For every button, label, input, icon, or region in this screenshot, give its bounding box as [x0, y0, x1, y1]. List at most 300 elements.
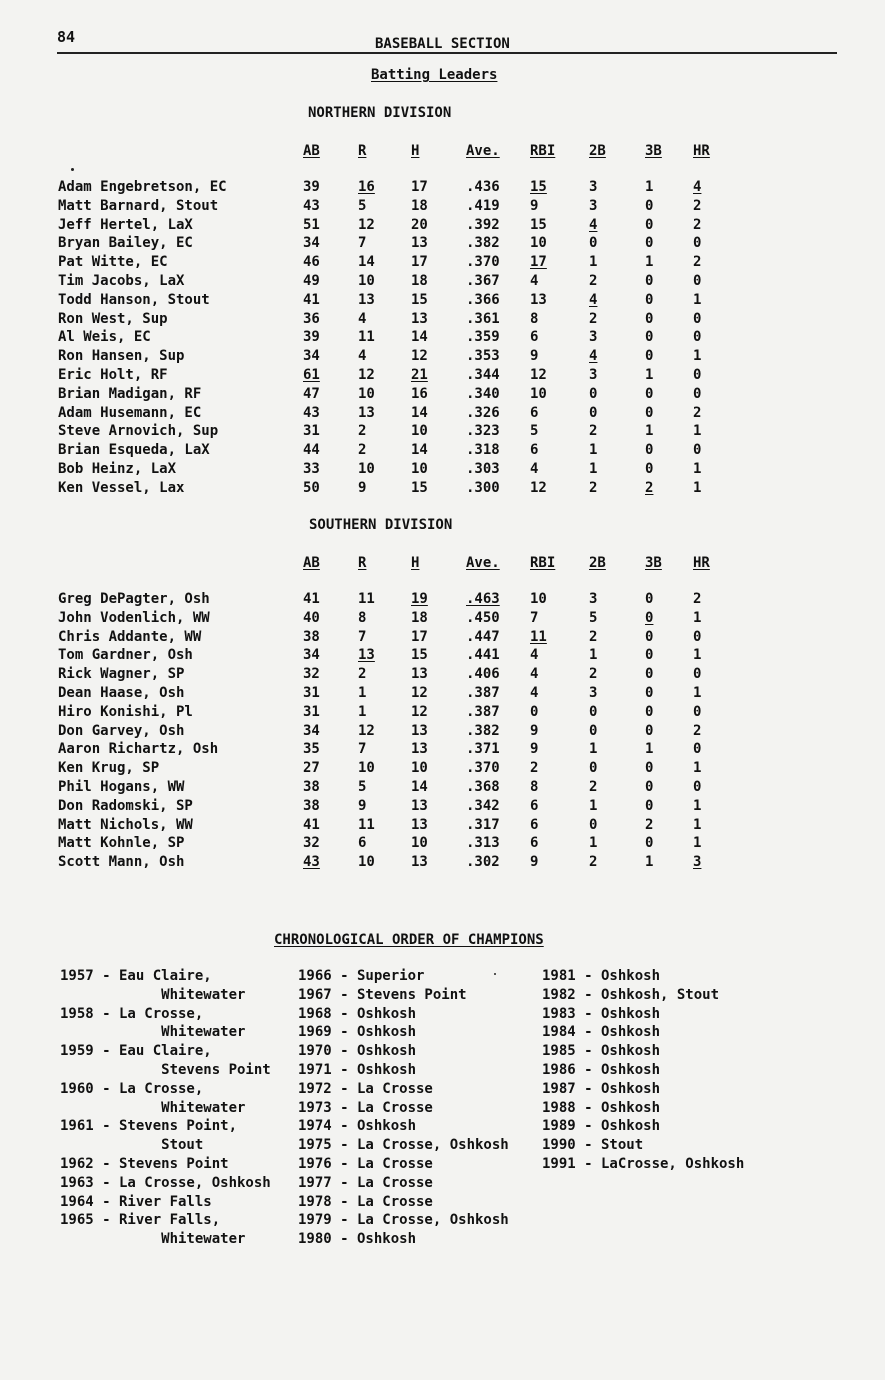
champion-entry: 1972 - La Crosse [298, 1080, 433, 1097]
stat-cell: 10 [411, 423, 428, 440]
stat-cell: 1 [645, 254, 654, 271]
stat-cell: 2 [358, 666, 367, 683]
stat-cell: 41 [303, 291, 320, 308]
stat-cell: 17 [530, 254, 547, 271]
section-title: BASEBALL SECTION [375, 36, 510, 52]
stat-cell: 2 [693, 216, 702, 233]
stat-cell: 1 [358, 703, 367, 720]
stat-cell: 16 [411, 385, 428, 402]
stat-cell: 0 [693, 779, 702, 795]
stat-cell: 0 [645, 703, 654, 720]
stat-cell: 2 [589, 628, 598, 645]
stat-cell: .392 [466, 216, 500, 233]
stat-cell: 2 [693, 722, 702, 739]
champion-entry: 1963 - La Crosse, Oshkosh [60, 1174, 271, 1191]
stat-cell: 6 [530, 797, 539, 814]
champion-entry: 1961 - Stevens Point, [60, 1118, 238, 1135]
stat-cell: 1 [589, 442, 598, 459]
stat-cell: 15 [411, 479, 428, 496]
stat-cell: 2 [358, 442, 367, 459]
stat-cell: 6 [530, 329, 539, 346]
stat-cell: 2 [645, 816, 654, 833]
stat-cell: 4 [693, 179, 702, 195]
column-header-2b: 2B [589, 555, 606, 571]
stat-cell: 14 [358, 254, 375, 271]
champions-title: CHRONOLOGICAL ORDER OF CHAMPIONS [274, 932, 544, 948]
stat-cell: 0 [693, 741, 702, 758]
stat-cell: 1 [693, 816, 702, 833]
stat-cell: 10 [530, 235, 547, 252]
stat-cell: .302 [466, 854, 500, 871]
champion-entry: 1973 - La Crosse [298, 1099, 433, 1116]
champion-entry: 1962 - Stevens Point [60, 1156, 229, 1172]
champion-entry: 1974 - Oshkosh [298, 1118, 417, 1135]
table-row [0, 760, 885, 778]
table-row [0, 835, 885, 853]
table-row [0, 198, 885, 216]
stat-cell: 10 [530, 591, 547, 607]
champion-entry: 1984 - Oshkosh [542, 1024, 661, 1041]
stat-cell: .300 [466, 479, 500, 496]
player-name: Jeff Hertel, LaX [58, 216, 193, 233]
stat-cell: 0 [645, 591, 654, 607]
stat-cell: 13 [411, 816, 428, 833]
table-row [0, 292, 885, 310]
stat-cell: 39 [303, 179, 320, 195]
champion-entry: 1964 - River Falls [60, 1193, 212, 1210]
stat-cell: 13 [411, 666, 428, 683]
champion-entry: 1990 - Stout [542, 1137, 644, 1154]
stat-cell: 13 [358, 647, 375, 664]
stat-cell: 12 [411, 348, 428, 365]
champion-entry: 1968 - Oshkosh [298, 1005, 417, 1022]
stat-cell: 0 [645, 779, 654, 795]
stat-cell: 38 [303, 779, 320, 795]
player-name: Matt Barnard, Stout [58, 197, 219, 214]
stat-cell: 12 [530, 479, 547, 496]
column-header-rbi: RBI [530, 143, 556, 159]
stat-cell: 13 [411, 722, 428, 739]
stat-cell: 49 [303, 273, 320, 289]
champion-entry: 1965 - River Falls, [60, 1212, 221, 1229]
stat-cell: 12 [411, 703, 428, 720]
table-row [0, 442, 885, 460]
stat-cell: 1 [693, 348, 702, 365]
stat-cell: .344 [466, 367, 500, 383]
stat-cell: 0 [589, 404, 598, 421]
stat-cell: 9 [530, 348, 539, 365]
stat-cell: 34 [303, 348, 320, 365]
champion-entry: 1976 - La Crosse [298, 1156, 433, 1172]
stat-cell: .353 [466, 348, 500, 365]
stat-cell: 10 [358, 461, 375, 477]
stat-cell: 41 [303, 816, 320, 833]
stat-cell: 0 [645, 666, 654, 683]
stat-cell: 12 [530, 367, 547, 383]
player-name: Don Garvey, Osh [58, 722, 185, 739]
stat-cell: 44 [303, 442, 320, 459]
stat-cell: 0 [589, 760, 598, 777]
stat-cell: 4 [530, 273, 539, 289]
stat-cell: 18 [411, 273, 428, 289]
stat-cell: 0 [693, 310, 702, 327]
stat-cell: .382 [466, 722, 500, 739]
stat-cell: .318 [466, 442, 500, 459]
stat-cell: 1 [693, 797, 702, 814]
stat-cell: 0 [645, 197, 654, 214]
stat-cell: .313 [466, 835, 500, 852]
stat-cell: 3 [589, 591, 598, 607]
player-name: Greg DePagter, Osh [58, 591, 210, 607]
stat-cell: 13 [411, 741, 428, 758]
player-name: Don Radomski, SP [58, 797, 193, 814]
column-header-ab: AB [303, 143, 320, 159]
stat-cell: 0 [693, 628, 702, 645]
stat-cell: 34 [303, 647, 320, 664]
table-row [0, 461, 885, 479]
champion-entry: 1991 - LaCrosse, Oshkosh [542, 1156, 745, 1172]
stat-cell: 20 [411, 216, 428, 233]
stat-cell: 1 [693, 479, 702, 496]
stat-cell: .436 [466, 179, 500, 195]
stat-cell: 32 [303, 666, 320, 683]
stat-cell: 1 [693, 647, 702, 664]
stat-cell: 7 [358, 628, 367, 645]
champion-entry: 1980 - Oshkosh [298, 1231, 417, 1248]
stat-cell: 17 [411, 628, 428, 645]
table-row [0, 273, 885, 291]
stat-cell: 1 [693, 461, 702, 477]
stat-cell: 4 [530, 685, 539, 701]
table-row [0, 741, 885, 759]
stray-mark [71, 168, 74, 171]
stat-cell: 10 [411, 760, 428, 777]
stat-cell: 0 [589, 385, 598, 402]
stat-cell: 5 [530, 423, 539, 440]
stat-cell: 0 [645, 235, 654, 252]
table-row [0, 798, 885, 816]
stat-cell: 0 [645, 835, 654, 852]
stat-cell: 1 [693, 291, 702, 308]
stat-cell: 0 [645, 404, 654, 421]
champion-entry: 1970 - Oshkosh [298, 1043, 417, 1060]
stat-cell: 32 [303, 835, 320, 852]
stat-cell: 8 [530, 779, 539, 795]
stat-cell: 14 [411, 329, 428, 346]
stat-cell: 2 [693, 254, 702, 271]
stat-cell: .382 [466, 235, 500, 252]
stat-cell: 1 [589, 797, 598, 814]
northern-column-headers [0, 143, 885, 161]
stat-cell: 1 [589, 741, 598, 758]
stat-cell: 8 [358, 609, 367, 626]
stat-cell: 0 [645, 329, 654, 346]
stat-cell: 0 [645, 348, 654, 365]
player-name: Scott Mann, Osh [58, 854, 185, 871]
stat-cell: 36 [303, 310, 320, 327]
table-row [0, 217, 885, 235]
southern-column-headers [0, 555, 885, 573]
stat-cell: 2 [589, 273, 598, 289]
stat-cell: 0 [645, 385, 654, 402]
champion-entry: 1959 - Eau Claire, [60, 1043, 212, 1060]
stat-cell: 0 [693, 367, 702, 383]
stat-cell: 1 [693, 423, 702, 440]
player-name: John Vodenlich, WW [58, 609, 210, 626]
stat-cell: 3 [693, 854, 702, 871]
table-row [0, 723, 885, 741]
stat-cell: 0 [645, 647, 654, 664]
stat-cell: 13 [411, 310, 428, 327]
column-header-3b: 3B [645, 555, 662, 571]
stat-cell: 27 [303, 760, 320, 777]
stat-cell: 5 [589, 609, 598, 626]
champion-entry: 1985 - Oshkosh [542, 1043, 661, 1060]
stat-cell: 12 [358, 216, 375, 233]
player-name: Matt Nichols, WW [58, 816, 193, 833]
player-name: Adam Engebretson, EC [58, 179, 227, 195]
player-name: Chris Addante, WW [58, 628, 202, 645]
stat-cell: 4 [530, 461, 539, 477]
stat-cell: .370 [466, 760, 500, 777]
player-name: Pat Witte, EC [58, 254, 168, 271]
stat-cell: .359 [466, 329, 500, 346]
stat-cell: 3 [589, 685, 598, 701]
table-row [0, 179, 885, 197]
stat-cell: 0 [693, 385, 702, 402]
player-name: Adam Husemann, EC [58, 404, 202, 421]
stat-cell: .361 [466, 310, 500, 327]
table-row [0, 817, 885, 835]
column-header-r: R [358, 555, 367, 571]
stat-cell: 1 [693, 685, 702, 701]
player-name: Al Weis, EC [58, 329, 151, 346]
champion-entry: 1971 - Oshkosh [298, 1062, 417, 1078]
champion-entry: 1989 - Oshkosh [542, 1118, 661, 1135]
stat-cell: 2 [589, 779, 598, 795]
stat-cell: 1 [589, 647, 598, 664]
header-rule [57, 52, 837, 54]
stat-cell: 0 [645, 273, 654, 289]
stat-cell: 4 [589, 291, 598, 308]
stat-cell: .406 [466, 666, 500, 683]
southern-division-title: SOUTHERN DIVISION [309, 517, 453, 533]
stat-cell: 1 [693, 760, 702, 777]
player-name: Brian Madigan, RF [58, 385, 202, 402]
stat-cell: 2 [693, 197, 702, 214]
stat-cell: 4 [589, 216, 598, 233]
stat-cell: .340 [466, 385, 500, 402]
stat-cell: 0 [645, 722, 654, 739]
stat-cell: 0 [589, 722, 598, 739]
stat-cell: 15 [411, 647, 428, 664]
stat-cell: 9 [358, 479, 367, 496]
stat-cell: 2 [589, 310, 598, 327]
champion-entry: 1969 - Oshkosh [298, 1024, 417, 1041]
champion-entry: 1975 - La Crosse, Oshkosh [298, 1137, 509, 1154]
stat-cell: 10 [358, 760, 375, 777]
stat-cell: .368 [466, 779, 500, 795]
player-name: Phil Hogans, WW [58, 779, 185, 795]
player-name: Steve Arnovich, Sup [58, 423, 219, 440]
table-row [0, 854, 885, 872]
stat-cell: 2 [693, 591, 702, 607]
table-row [0, 311, 885, 329]
stat-cell: .387 [466, 703, 500, 720]
stat-cell: 38 [303, 797, 320, 814]
column-header-hr: HR [693, 555, 710, 571]
stat-cell: 11 [358, 329, 375, 346]
table-row [0, 348, 885, 366]
stat-cell: 10 [358, 273, 375, 289]
stat-cell: 3 [589, 367, 598, 383]
column-header-ave: Ave. [466, 143, 500, 159]
table-row [0, 779, 885, 797]
stat-cell: 5 [358, 779, 367, 795]
player-name: Todd Hanson, Stout [58, 291, 210, 308]
stat-cell: 13 [411, 854, 428, 871]
stat-cell: .419 [466, 197, 500, 214]
stat-cell: 14 [411, 779, 428, 795]
stat-cell: 4 [589, 348, 598, 365]
stat-cell: 15 [530, 216, 547, 233]
stat-cell: .317 [466, 816, 500, 833]
stat-cell: 13 [530, 291, 547, 308]
stat-cell: 0 [589, 703, 598, 720]
champion-entry: 1988 - Oshkosh [542, 1099, 661, 1116]
column-header-ave: Ave. [466, 555, 500, 571]
champion-entry: 1966 - Superior [298, 968, 425, 984]
stat-cell: 17 [411, 254, 428, 271]
table-row [0, 647, 885, 665]
stat-cell: 7 [358, 741, 367, 758]
table-row [0, 254, 885, 272]
stray-mark-2 [494, 973, 496, 975]
batting-leaders-title: Batting Leaders [371, 67, 498, 83]
stat-cell: 1 [645, 179, 654, 195]
stat-cell: 0 [645, 628, 654, 645]
column-header-2b: 2B [589, 143, 606, 159]
champion-entry: 1957 - Eau Claire, [60, 968, 212, 984]
stat-cell: .342 [466, 797, 500, 814]
stat-cell: 0 [645, 760, 654, 777]
stat-cell: 4 [530, 666, 539, 683]
stat-cell: 41 [303, 591, 320, 607]
stat-cell: 6 [530, 442, 539, 459]
stat-cell: .463 [466, 591, 500, 607]
champion-entry: 1982 - Oshkosh, Stout [542, 986, 720, 1003]
stat-cell: .323 [466, 423, 500, 440]
table-row [0, 423, 885, 441]
stat-cell: 2 [589, 854, 598, 871]
stat-cell: 0 [645, 685, 654, 701]
stat-cell: 11 [358, 591, 375, 607]
stat-cell: 6 [530, 404, 539, 421]
stat-cell: 0 [693, 329, 702, 346]
champion-entry: 1987 - Oshkosh [542, 1080, 661, 1097]
stat-cell: 0 [645, 609, 654, 626]
stat-cell: 39 [303, 329, 320, 346]
stat-cell: 6 [358, 835, 367, 852]
stat-cell: 7 [358, 235, 367, 252]
stat-cell: 0 [645, 461, 654, 477]
page-number: 84 [57, 28, 76, 46]
table-row [0, 235, 885, 253]
stat-cell: 1 [645, 423, 654, 440]
stat-cell: 0 [645, 216, 654, 233]
stat-cell: 61 [303, 367, 320, 383]
stat-cell: 11 [358, 816, 375, 833]
table-row [0, 666, 885, 684]
northern-division-title: NORTHERN DIVISION [308, 105, 452, 121]
stat-cell: 6 [530, 835, 539, 852]
stat-cell: .326 [466, 404, 500, 421]
stat-cell: 1 [358, 685, 367, 701]
champion-entry: Whitewater [60, 1024, 246, 1041]
stat-cell: 10 [358, 385, 375, 402]
stat-cell: 13 [411, 797, 428, 814]
stat-cell: 3 [589, 179, 598, 195]
stat-cell: 33 [303, 461, 320, 477]
stat-cell: 1 [645, 741, 654, 758]
stat-cell: 31 [303, 703, 320, 720]
stat-cell: 21 [411, 367, 428, 383]
table-row [0, 704, 885, 722]
stat-cell: 43 [303, 197, 320, 214]
champion-entry: Whitewater [60, 986, 246, 1003]
player-name: Eric Holt, RF [58, 367, 168, 383]
stat-cell: 9 [530, 722, 539, 739]
player-name: Ken Krug, SP [58, 760, 160, 777]
stat-cell: 12 [358, 722, 375, 739]
stat-cell: 38 [303, 628, 320, 645]
stat-cell: 3 [589, 329, 598, 346]
stat-cell: 1 [589, 254, 598, 271]
stat-cell: 2 [645, 479, 654, 496]
stat-cell: 0 [645, 310, 654, 327]
column-header-r: R [358, 143, 367, 159]
stat-cell: 43 [303, 404, 320, 421]
table-row [0, 610, 885, 628]
stat-cell: 1 [589, 835, 598, 852]
player-name: Dean Haase, Osh [58, 685, 185, 701]
stat-cell: .387 [466, 685, 500, 701]
champion-entry: 1960 - La Crosse, [60, 1080, 204, 1097]
stat-cell: 13 [358, 404, 375, 421]
champion-entry: 1978 - La Crosse [298, 1193, 433, 1210]
stat-cell: 9 [530, 854, 539, 871]
player-name: Brian Esqueda, LaX [58, 442, 210, 459]
column-header-rbi: RBI [530, 555, 556, 571]
stat-cell: .303 [466, 461, 500, 477]
player-name: Tom Gardner, Osh [58, 647, 193, 664]
stat-cell: 50 [303, 479, 320, 496]
stat-cell: 1 [693, 609, 702, 626]
player-name: Hiro Konishi, Pl [58, 703, 193, 720]
stat-cell: 9 [358, 797, 367, 814]
stat-cell: 0 [693, 235, 702, 252]
player-name: Rick Wagner, SP [58, 666, 185, 683]
player-name: Bob Heinz, LaX [58, 461, 177, 477]
stat-cell: .447 [466, 628, 500, 645]
stat-cell: 34 [303, 722, 320, 739]
stat-cell: .367 [466, 273, 500, 289]
stat-cell: 9 [530, 741, 539, 758]
stat-cell: 1 [693, 835, 702, 852]
table-row [0, 685, 885, 703]
player-name: Tim Jacobs, LaX [58, 273, 185, 289]
stat-cell: 2 [589, 423, 598, 440]
